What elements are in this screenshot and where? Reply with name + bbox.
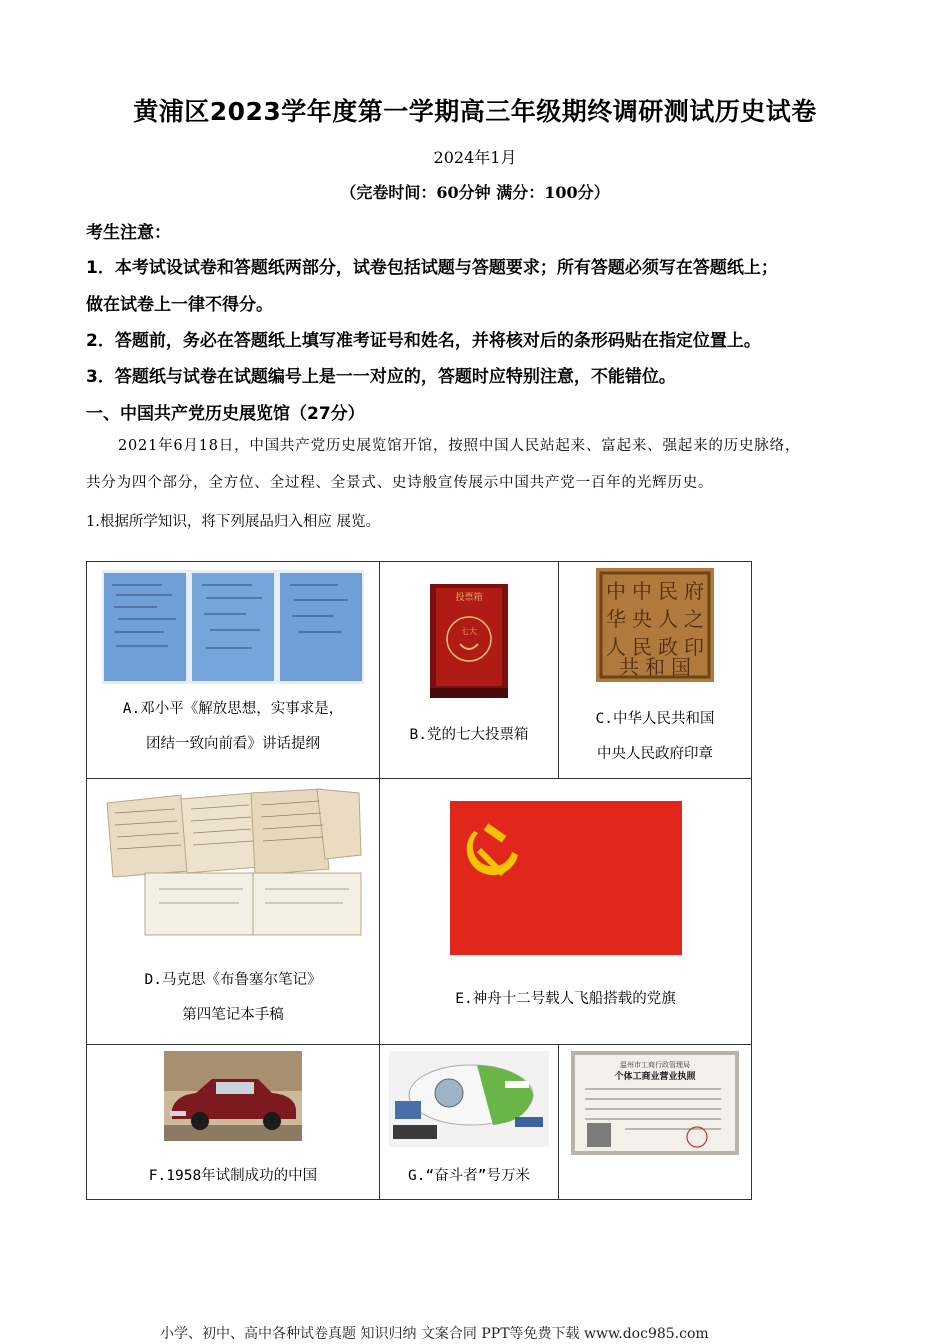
license-title: 个体工商业营业执照 bbox=[614, 1072, 696, 1082]
seal-char: 人 bbox=[658, 607, 678, 631]
notice-heading: 考生注意： bbox=[86, 223, 171, 243]
exhibit-g-caption: G.“奋斗者”号万米 bbox=[408, 1168, 530, 1184]
exhibit-f-caption: F.1958年试制成功的中国 bbox=[148, 1168, 318, 1184]
seal-char: 共 bbox=[619, 655, 639, 679]
seal-char: 政 bbox=[658, 635, 678, 659]
exhibit-e-caption: E.神舟十二号载人飞船搭载的党旗 bbox=[455, 991, 676, 1007]
license-issuer: 温州市工商行政管理局 bbox=[620, 1061, 690, 1069]
exhibit-a-caption-cont: 团结一致向前看》讲话提纲 bbox=[146, 736, 320, 752]
exhibit-c-caption: C.中华人民共和国 bbox=[595, 711, 715, 727]
manuscript-photo bbox=[103, 785, 363, 939]
exhibit-b-cell bbox=[380, 562, 559, 779]
seal-char: 之 bbox=[684, 607, 704, 631]
exam-title: 黄浦区2023学年度第一学期高三年级期终调研测试历史试卷 bbox=[133, 97, 817, 126]
notice-item-1-cont: 做在试卷上一律不得分。 bbox=[86, 295, 273, 315]
exhibit-e-cell bbox=[380, 779, 752, 1045]
seal-char: 民 bbox=[632, 635, 652, 659]
ballot-box-photo bbox=[430, 584, 508, 698]
question-1: 1.根据所学知识，将下列展品归入相应 展览。 bbox=[86, 514, 380, 530]
section-1-intro-cont: 共分为四个部分，全方位、全过程、全景式、史诗般宣传展示中国共产党一百年的光辉历史。 bbox=[86, 475, 714, 491]
footer-text: 小学、初中、高中各种试卷真题 知识归纳 文案合同 PPT等免费下载 www.doc985.com bbox=[160, 1326, 709, 1342]
seal-char: 民 bbox=[658, 579, 678, 603]
exam-time-info: （完卷时间：60分钟 满分：100分） bbox=[340, 183, 610, 202]
seal-char: 中 bbox=[632, 579, 652, 603]
exhibit-h-cell bbox=[559, 1045, 752, 1200]
seal-char: 和 bbox=[645, 655, 665, 679]
seal-char: 府 bbox=[684, 579, 704, 603]
section-1-intro: 2021年6月18日，中国共产党历史展览馆开馆，按照中国人民站起来、富起来、强起来的历史脉络， bbox=[118, 438, 801, 454]
seal-char: 印 bbox=[684, 635, 704, 659]
exhibit-d-caption: D.马克思《布鲁塞尔笔记》 bbox=[144, 972, 322, 988]
exhibit-f-cell bbox=[87, 1045, 380, 1200]
ballot-box-emblem: 七大 bbox=[461, 627, 477, 636]
notice-item-1: 1．本考试设试卷和答题纸两部分，试卷包括试题与答题要求；所有答题必须写在答题纸上； bbox=[86, 258, 778, 278]
exhibit-c-caption-cont: 中央人民政府印章 bbox=[597, 746, 713, 762]
exhibit-b-caption: B.党的七大投票箱 bbox=[409, 727, 529, 743]
seal-char: 人 bbox=[606, 635, 626, 659]
exhibit-c-cell bbox=[559, 562, 752, 779]
party-flag-photo bbox=[450, 801, 682, 955]
exam-date: 2024年1月 bbox=[433, 148, 517, 167]
business-license-photo bbox=[571, 1051, 739, 1155]
exhibit-a-caption: A.邓小平《解放思想，实事求是， bbox=[122, 701, 344, 717]
seal-char: 央 bbox=[632, 607, 652, 631]
exhibit-a-cell bbox=[87, 562, 380, 779]
seal-char: 华 bbox=[606, 607, 626, 631]
seal-char: 国 bbox=[671, 655, 691, 679]
notice-item-3: 3．答题纸与试卷在试题编号上是一一对应的，答题时应特别注意，不能错位。 bbox=[86, 367, 676, 387]
exhibit-d-cell bbox=[87, 779, 380, 1045]
speech-outline-photo bbox=[102, 570, 364, 684]
section-1-heading: 一、中国共产党历史展览馆（27分） bbox=[86, 404, 365, 424]
exhibit-d-caption-cont: 第四笔记本手稿 bbox=[182, 1007, 284, 1023]
notice-item-2: 2．答题前，务必在答题纸上填写准考证号和姓名，并将核对后的条形码贴在指定位置上。 bbox=[86, 331, 761, 351]
seal-photo bbox=[596, 568, 714, 682]
submersible-photo bbox=[389, 1051, 549, 1147]
seal-char: 中 bbox=[606, 579, 626, 603]
exhibit-g-cell bbox=[380, 1045, 559, 1200]
car-photo bbox=[164, 1051, 302, 1141]
exhibit-table bbox=[86, 561, 752, 1200]
ballot-box-label: 投票箱 bbox=[455, 593, 483, 603]
